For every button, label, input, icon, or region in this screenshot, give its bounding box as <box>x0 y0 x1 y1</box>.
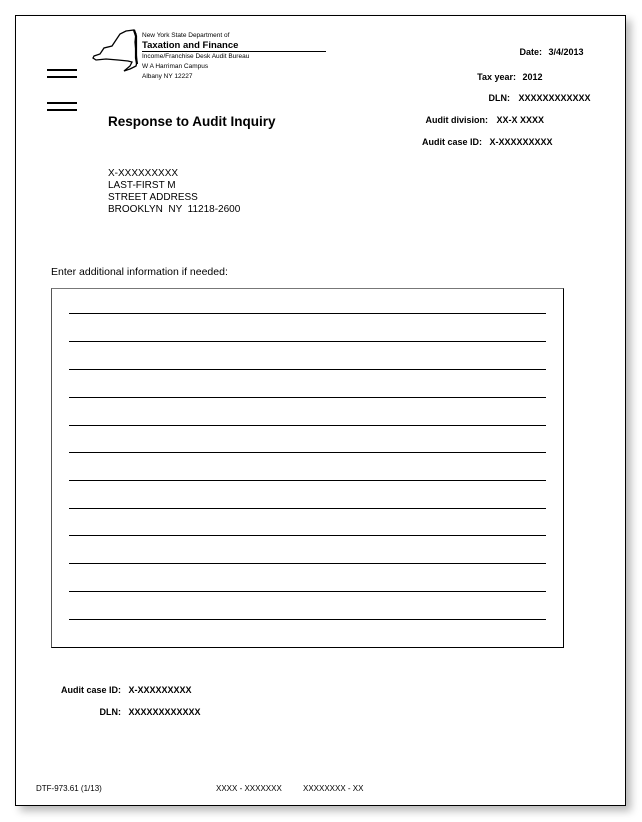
field-value: XXXXXXXXXXXX <box>128 707 201 717</box>
field-label: DLN: <box>488 93 510 103</box>
address-id: X-XXXXXXXXX <box>108 168 179 179</box>
writing-line <box>69 480 546 481</box>
field-label: Audit division: <box>425 115 488 125</box>
form-id: DTF-973.61 (1/13) <box>36 784 102 793</box>
bottom-field-dln <box>51 707 201 717</box>
field-audit-division <box>416 115 616 125</box>
writing-line <box>69 397 546 398</box>
address-block <box>108 168 240 216</box>
writing-line <box>69 452 546 453</box>
writing-line <box>69 591 546 592</box>
writing-line <box>69 313 546 314</box>
footer-code-2: XXXXXXXX - XX <box>303 784 364 793</box>
field-value: XXXXXXXXXXXX <box>518 93 591 103</box>
field-value: 2012 <box>522 72 543 82</box>
field-label: DLN: <box>99 707 121 717</box>
agency-city: Albany NY 12227 <box>142 73 193 80</box>
bottom-field-audit-case-id <box>51 685 192 695</box>
additional-info-label: Enter additional information if needed: <box>51 266 228 278</box>
writing-line <box>69 563 546 564</box>
field-value: X-XXXXXXXXX <box>489 137 553 147</box>
address-name: LAST-FIRST M <box>108 180 176 191</box>
field-label: Date: <box>519 47 542 57</box>
agency-bureau: Income/Franchise Desk Audit Bureau <box>142 53 250 60</box>
registration-mark <box>47 102 77 104</box>
field-dln <box>416 93 616 103</box>
field-tax-year <box>416 72 616 82</box>
writing-line <box>69 369 546 370</box>
writing-line <box>69 425 546 426</box>
additional-info-field[interactable] <box>51 288 564 648</box>
page-title: Response to Audit Inquiry <box>108 114 276 129</box>
footer-code-1: XXXX - XXXXXXX <box>216 784 282 793</box>
agency-rule <box>142 51 326 52</box>
new-york-state-outline-icon <box>90 28 142 72</box>
writing-line <box>69 508 546 509</box>
writing-line <box>69 535 546 536</box>
agency-campus: W A Harriman Campus <box>142 63 209 70</box>
writing-line <box>69 341 546 342</box>
agency-name: Taxation and Finance <box>142 40 239 51</box>
field-value: X-XXXXXXXXX <box>128 685 192 695</box>
field-date <box>416 47 616 57</box>
address-street: STREET ADDRESS <box>108 192 198 203</box>
field-audit-case-id <box>416 137 616 147</box>
address-city: BROOKLYN NY 11218-2600 <box>108 204 241 215</box>
form-page <box>15 15 626 806</box>
registration-mark <box>47 109 77 111</box>
field-value: XX-X XXXX <box>496 115 545 125</box>
writing-line <box>69 619 546 620</box>
agency-line1: New York State Department of <box>142 32 230 39</box>
field-value: 3/4/2013 <box>548 47 584 57</box>
registration-mark <box>47 69 77 71</box>
field-label: Audit case ID: <box>421 137 482 147</box>
registration-mark <box>47 76 77 78</box>
field-label: Audit case ID: <box>60 685 121 695</box>
field-label: Tax year: <box>477 72 516 82</box>
